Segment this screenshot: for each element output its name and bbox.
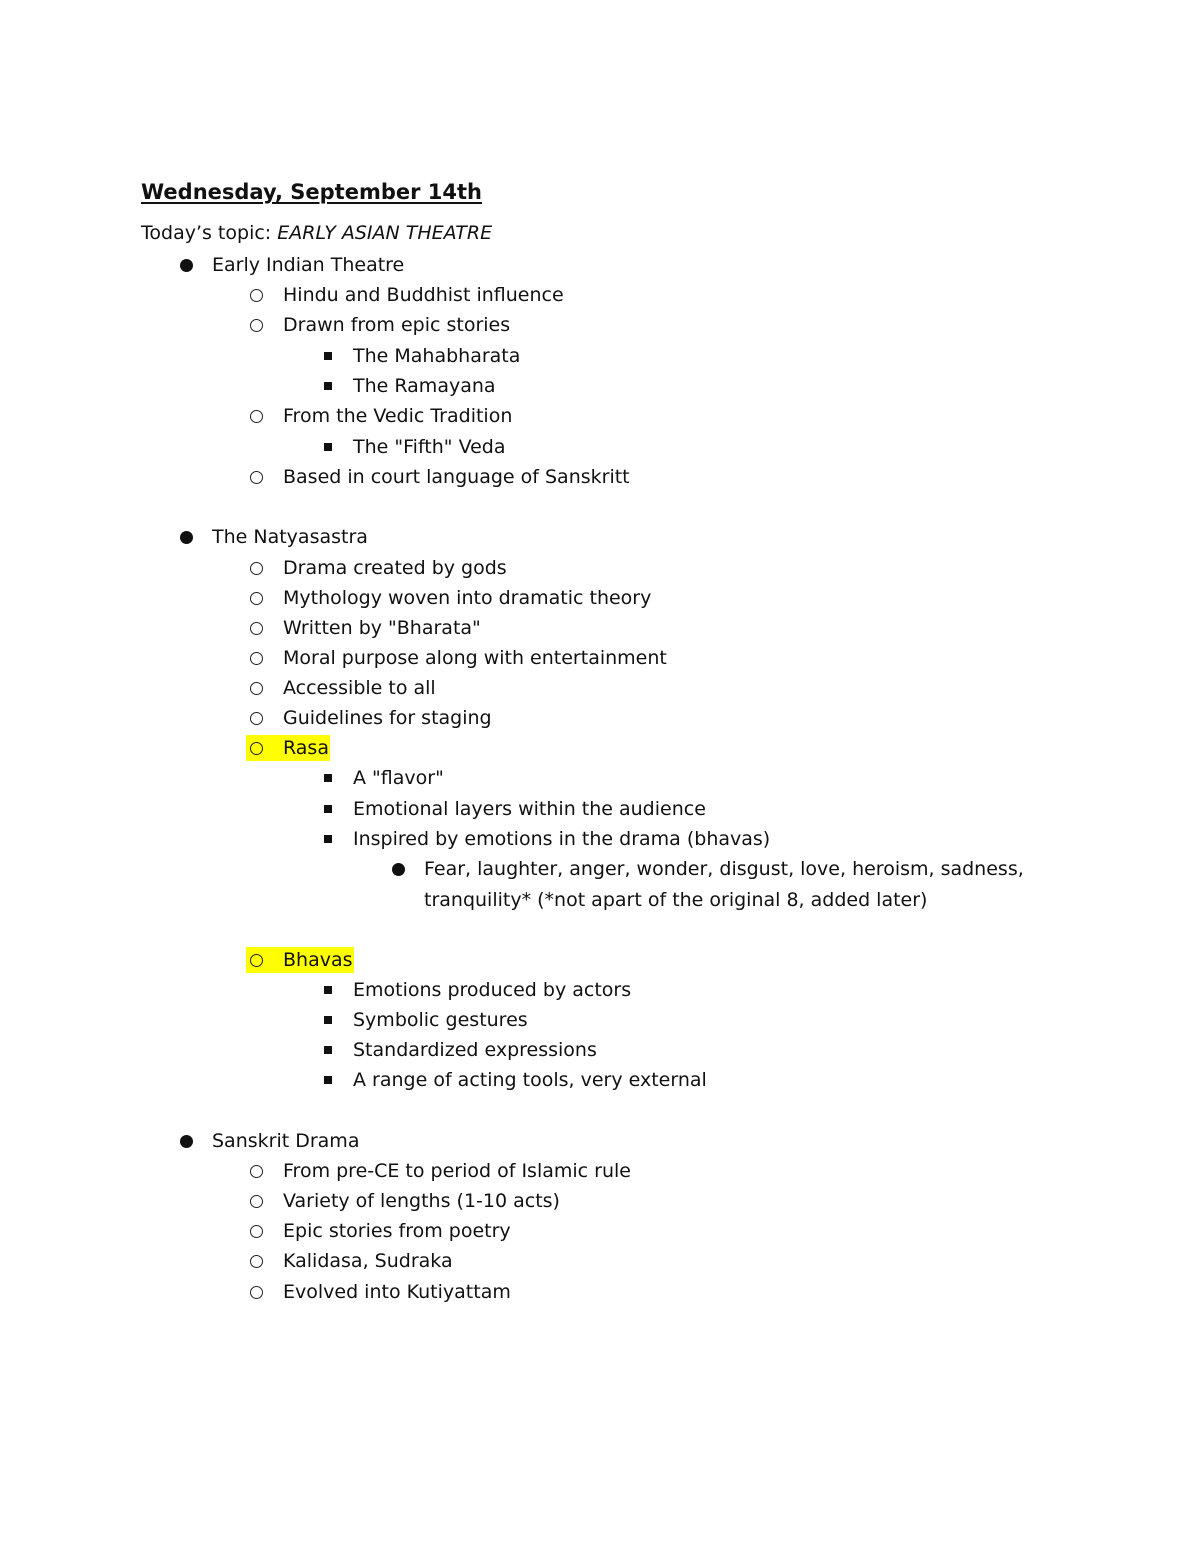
list-item-text-multiline: Fear, laughter, anger, wonder, disgust, love, heroism, sadness, tranquility* (*not apart of the original 8, added later): [424, 858, 1024, 911]
bullet-square-icon: [318, 765, 338, 791]
bullet-ring-icon: [246, 282, 266, 308]
list-item: [176, 524, 368, 550]
bullet-square-icon: [318, 343, 338, 369]
bullet-ring-icon: [246, 1188, 266, 1214]
bullet-square-icon: [318, 796, 338, 822]
topic-value: EARLY ASIAN THEATRE: [277, 222, 493, 244]
bullet-ring-icon: [246, 615, 266, 641]
list-item-highlighted: [246, 735, 330, 761]
list-item-text: Drawn from epic stories: [283, 314, 511, 336]
list-item-text: Emotions produced by actors: [353, 979, 632, 1001]
list-item-text: Drama created by gods: [283, 557, 507, 579]
bullet-square-icon: [318, 977, 338, 1003]
page-title: Wednesday, September 14th: [141, 180, 483, 204]
bullet-disc-icon: [176, 252, 196, 278]
bullet-ring-icon: [246, 947, 266, 973]
bullet-ring-icon: [246, 1218, 266, 1244]
list-item-text: A "flavor": [353, 767, 444, 789]
bullet-ring-icon: [246, 312, 266, 338]
list-item-text: Moral purpose along with entertainment: [283, 647, 667, 669]
list-item-text: Written by "Bharata": [283, 617, 481, 639]
bullet-ring-icon: [246, 675, 266, 701]
list-item: [246, 705, 492, 731]
bullet-ring-icon: [246, 645, 266, 671]
bullet-square-icon: [318, 1007, 338, 1033]
bullet-ring-icon: [246, 464, 266, 490]
list-item: [318, 1037, 597, 1063]
list-item: [176, 1128, 359, 1154]
list-item: [246, 585, 651, 611]
list-item-text: Kalidasa, Sudraka: [283, 1250, 453, 1272]
list-item: [246, 1218, 511, 1244]
highlight-mark: [246, 735, 330, 761]
list-item-text: Bhavas: [283, 949, 353, 971]
list-item-text: Inspired by emotions in the drama (bhavas): [353, 828, 771, 850]
list-item-text: Guidelines for staging: [283, 707, 492, 729]
list-item-text: Variety of lengths (1-10 acts): [283, 1190, 560, 1212]
list-item-text: Rasa: [283, 737, 329, 759]
list-item-text: The "Fifth" Veda: [353, 436, 506, 458]
bullet-disc-icon: [176, 524, 196, 550]
list-item-text: Symbolic gestures: [353, 1009, 528, 1031]
bullet-square-icon: [318, 373, 338, 399]
topic-line: [141, 222, 492, 244]
list-item: [246, 1158, 631, 1184]
list-item: [318, 765, 444, 791]
list-item: [246, 645, 667, 671]
bullet-square-icon: [318, 1067, 338, 1093]
list-item-text: From pre-CE to period of Islamic rule: [283, 1160, 631, 1182]
list-item: [246, 282, 564, 308]
bullet-ring-icon: [246, 403, 266, 429]
section-heading: Early Indian Theatre: [212, 254, 405, 276]
list-item: [246, 1248, 453, 1274]
list-item: [246, 1279, 511, 1305]
section-heading: Sanskrit Drama: [212, 1130, 360, 1152]
list-item: [318, 373, 496, 399]
list-item-text: From the Vedic Tradition: [283, 405, 513, 427]
topic-label: Today’s topic:: [141, 222, 278, 244]
list-item-marker: [388, 856, 424, 882]
list-item-text: Standardized expressions: [353, 1039, 597, 1061]
bullet-ring-icon: [246, 735, 266, 761]
list-item-text: The Ramayana: [353, 375, 496, 397]
list-item-text: Based in court language of Sanskritt: [283, 466, 630, 488]
list-item: [246, 675, 436, 701]
list-item-text: Emotional layers within the audience: [353, 798, 706, 820]
list-item: [176, 252, 404, 278]
list-item: [318, 796, 706, 822]
bullet-disc-icon: [388, 856, 408, 882]
list-item: [318, 977, 631, 1003]
bullet-square-icon: [318, 434, 338, 460]
highlight-mark: [246, 947, 354, 973]
list-item: [246, 615, 481, 641]
list-item: [318, 434, 505, 460]
list-item-text: A range of acting tools, very external: [353, 1069, 707, 1091]
list-item: [246, 1188, 560, 1214]
list-item: [318, 826, 770, 852]
list-item: [246, 555, 507, 581]
bullet-ring-icon: [246, 1158, 266, 1184]
bullet-disc-icon: [176, 1128, 196, 1154]
list-item: [246, 312, 510, 338]
list-item-text: The Mahabharata: [353, 345, 521, 367]
bullet-ring-icon: [246, 1279, 266, 1305]
list-item: [318, 1007, 528, 1033]
list-item: [246, 464, 630, 490]
bullet-ring-icon: [246, 555, 266, 581]
bullet-ring-icon: [246, 585, 266, 611]
list-item-text: Epic stories from poetry: [283, 1220, 511, 1242]
list-item-text: Accessible to all: [283, 677, 436, 699]
section-heading: The Natyasastra: [212, 526, 368, 548]
list-item: [246, 403, 512, 429]
list-item-text: Hindu and Buddhist influence: [283, 284, 564, 306]
list-item-text: Evolved into Kutiyattam: [283, 1281, 511, 1303]
bullet-ring-icon: [246, 1248, 266, 1274]
list-item: [318, 1067, 707, 1093]
list-item-highlighted: [246, 947, 354, 973]
bullet-ring-icon: [246, 705, 266, 731]
bullet-square-icon: [318, 1037, 338, 1063]
bullet-square-icon: [318, 826, 338, 852]
list-item: [318, 343, 520, 369]
list-item-text: Mythology woven into dramatic theory: [283, 587, 652, 609]
